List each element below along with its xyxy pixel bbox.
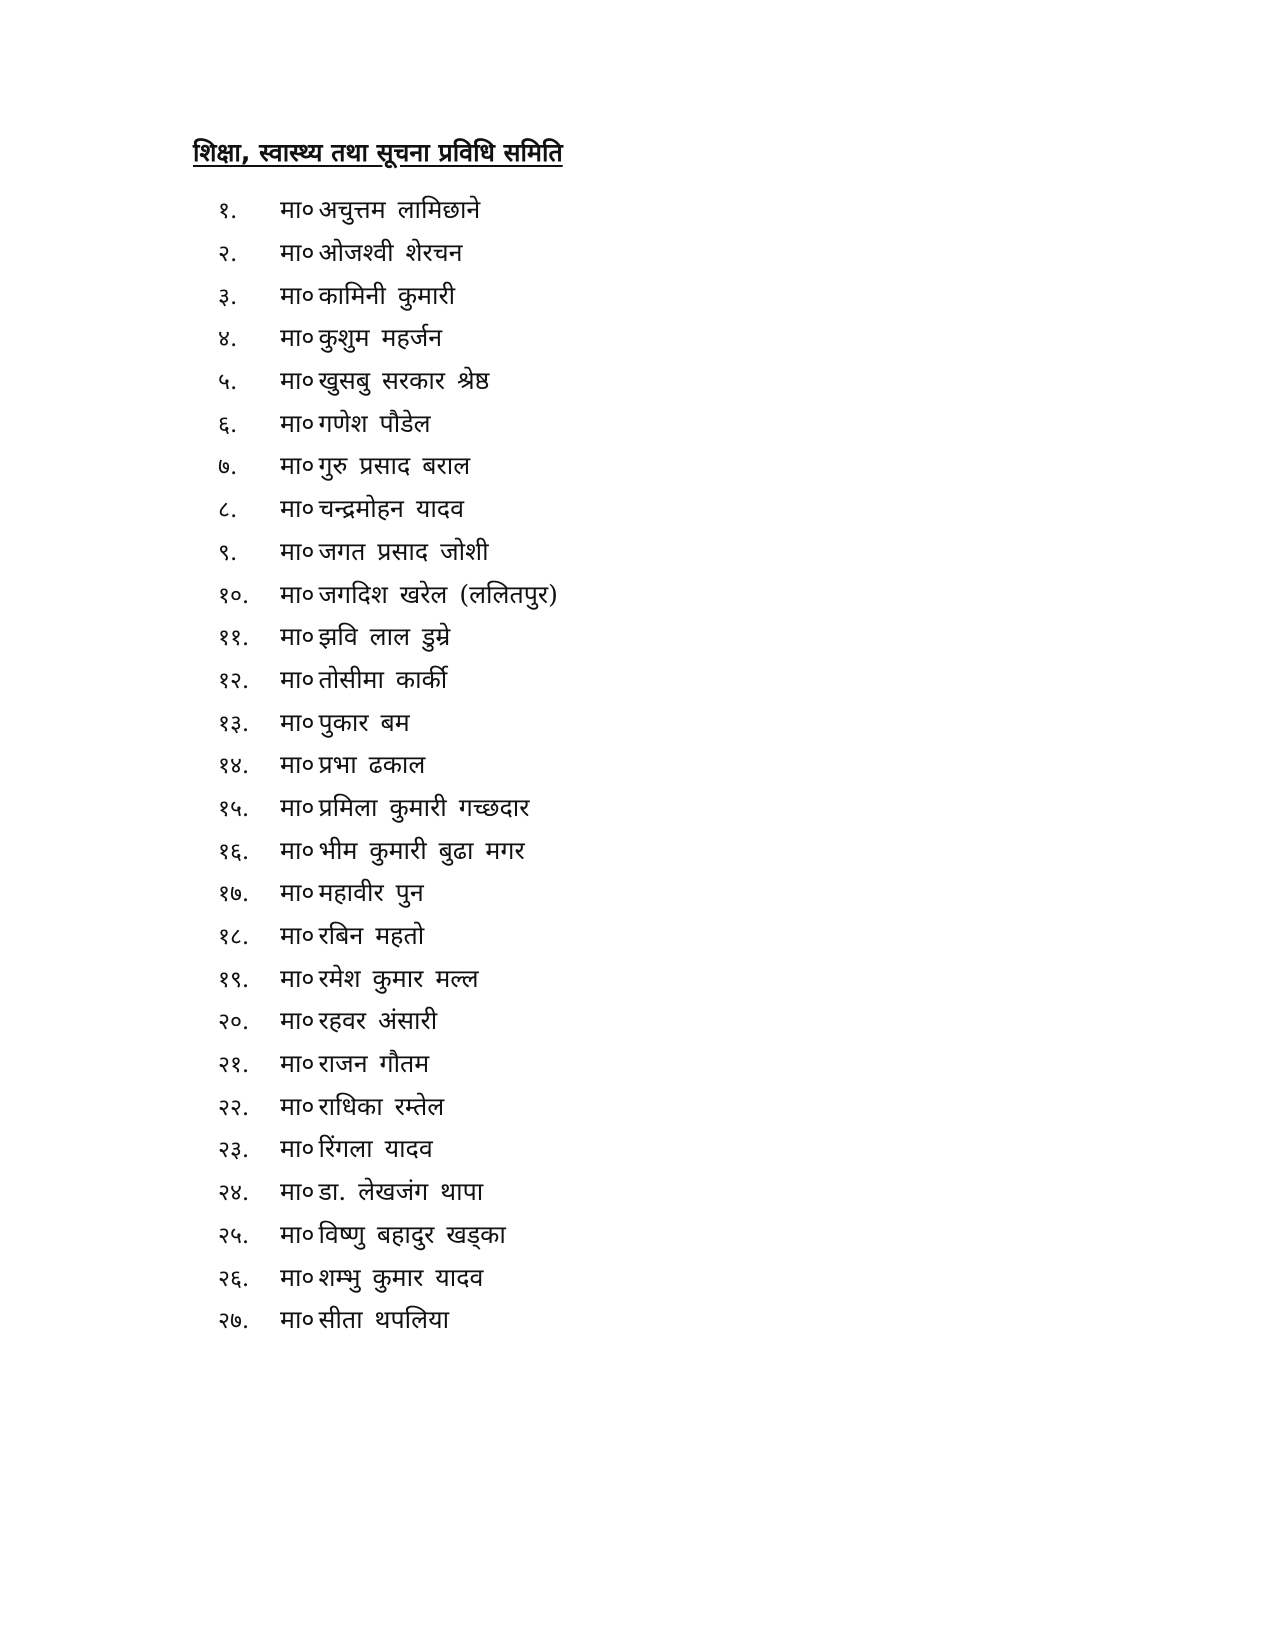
- item-number: २०.: [218, 1009, 250, 1036]
- member-name: चन्द्रमोहन यादव: [318, 494, 464, 524]
- honorific-prefix: मा०: [280, 579, 315, 609]
- item-number: ८.: [218, 497, 238, 524]
- honorific-prefix: मा०: [280, 1006, 315, 1036]
- item-number: १९.: [218, 966, 250, 993]
- honorific-prefix: मा०: [280, 451, 315, 481]
- list-item: [218, 1255, 558, 1298]
- list-item: [218, 188, 558, 231]
- member-name: डा. लेखजंग थापा: [318, 1177, 484, 1207]
- honorific-prefix: मा०: [280, 1049, 315, 1079]
- honorific-prefix: मा०: [280, 238, 315, 268]
- item-number: १२.: [218, 667, 250, 694]
- list-item: [218, 1298, 558, 1341]
- list-item: [218, 444, 558, 487]
- list-item: [218, 231, 558, 274]
- honorific-prefix: मा०: [280, 494, 315, 524]
- member-name: भीम कुमारी बुढा मगर: [318, 835, 525, 865]
- item-number: १६.: [218, 838, 250, 865]
- item-number: ३.: [218, 283, 238, 310]
- member-name: खुसबु सरकार श्रेष्ठ: [318, 366, 490, 396]
- honorific-prefix: मा०: [280, 921, 315, 951]
- honorific-prefix: मा०: [280, 280, 315, 310]
- list-item: [218, 828, 558, 871]
- item-number: १४.: [218, 753, 250, 780]
- list-item: [218, 530, 558, 573]
- member-name: सीता थपलिया: [318, 1305, 450, 1335]
- list-item: [218, 1042, 558, 1085]
- item-number: २१.: [218, 1052, 250, 1079]
- honorific-prefix: मा०: [280, 835, 315, 865]
- list-item: [218, 572, 558, 615]
- honorific-prefix: मा०: [280, 408, 315, 438]
- member-name: प्रभा ढकाल: [318, 750, 426, 780]
- member-name: राधिका रम्तेल: [318, 1091, 445, 1121]
- honorific-prefix: मा०: [280, 1305, 315, 1335]
- member-name: कुशुम महर्जन: [318, 323, 443, 353]
- honorific-prefix: मा०: [280, 1219, 315, 1249]
- item-number: १८.: [218, 924, 250, 951]
- item-number: ४.: [218, 326, 238, 353]
- member-name: रमेश कुमार मल्ल: [318, 963, 479, 993]
- honorific-prefix: मा०: [280, 1177, 315, 1207]
- list-item: [218, 273, 558, 316]
- list-item: [218, 359, 558, 402]
- item-number: ५.: [218, 369, 238, 396]
- item-number: ७.: [218, 454, 238, 481]
- honorific-prefix: मा०: [280, 195, 315, 225]
- member-name: रबिन महतो: [318, 921, 425, 951]
- list-item: [218, 1084, 558, 1127]
- honorific-prefix: मा०: [280, 536, 315, 566]
- member-name: रिंगला यादव: [318, 1134, 433, 1164]
- item-number: ९.: [218, 539, 238, 566]
- honorific-prefix: मा०: [280, 1262, 315, 1292]
- list-item: [218, 786, 558, 829]
- honorific-prefix: मा०: [280, 664, 315, 694]
- member-name: रहवर अंसारी: [318, 1006, 438, 1036]
- list-item: [218, 615, 558, 658]
- honorific-prefix: मा०: [280, 750, 315, 780]
- member-name: शम्भु कुमार यादव: [318, 1262, 484, 1292]
- honorific-prefix: मा०: [280, 963, 315, 993]
- honorific-prefix: मा०: [280, 366, 315, 396]
- member-name: गुरु प्रसाद बराल: [318, 451, 471, 481]
- honorific-prefix: मा०: [280, 707, 315, 737]
- item-number: १.: [218, 198, 238, 225]
- list-item: [218, 1170, 558, 1213]
- list-item: [218, 956, 558, 999]
- member-name: जगत प्रसाद जोशी: [318, 536, 489, 566]
- item-number: ११.: [218, 625, 250, 652]
- list-item: [218, 401, 558, 444]
- honorific-prefix: मा०: [280, 323, 315, 353]
- member-name: अचुत्तम लामिछाने: [318, 195, 481, 225]
- list-item: [218, 999, 558, 1042]
- item-number: २२.: [218, 1094, 250, 1121]
- member-name: तोसीमा कार्की: [318, 664, 448, 694]
- member-name: कामिनी कुमारी: [318, 280, 456, 310]
- item-number: २५.: [218, 1222, 250, 1249]
- member-name: गणेश पौडेल: [318, 408, 431, 438]
- member-name: महावीर पुन: [318, 878, 424, 908]
- member-name: विष्णु बहादुर खड्का: [318, 1219, 506, 1249]
- member-name: ओजश्वी शेरचन: [318, 238, 463, 268]
- member-name: जगदिश खरेल (ललितपुर): [318, 579, 558, 609]
- item-number: २६.: [218, 1265, 250, 1292]
- member-list: [218, 188, 558, 1341]
- item-number: २३.: [218, 1137, 250, 1164]
- member-name: झवि लाल डुम्रे: [318, 622, 451, 652]
- honorific-prefix: मा०: [280, 792, 315, 822]
- member-name: प्रमिला कुमारी गच्छदार: [318, 792, 530, 822]
- list-item: [218, 871, 558, 914]
- list-item: [218, 700, 558, 743]
- page-title: शिक्षा, स्वास्थ्य तथा सूचना प्रविधि समिति: [193, 138, 563, 167]
- item-number: १५.: [218, 795, 250, 822]
- honorific-prefix: मा०: [280, 1134, 315, 1164]
- list-item: [218, 658, 558, 701]
- item-number: १३.: [218, 710, 250, 737]
- list-item: [218, 316, 558, 359]
- item-number: ६.: [218, 411, 238, 438]
- honorific-prefix: मा०: [280, 878, 315, 908]
- honorific-prefix: मा०: [280, 622, 315, 652]
- list-item: [218, 487, 558, 530]
- item-number: १०.: [218, 582, 250, 609]
- list-item: [218, 1213, 558, 1256]
- member-name: पुकार बम: [318, 707, 410, 737]
- item-number: २.: [218, 241, 238, 268]
- list-item: [218, 1127, 558, 1170]
- list-item: [218, 914, 558, 957]
- honorific-prefix: मा०: [280, 1091, 315, 1121]
- member-name: राजन गौतम: [318, 1049, 430, 1079]
- item-number: २४.: [218, 1180, 250, 1207]
- item-number: २७.: [218, 1308, 250, 1335]
- list-item: [218, 743, 558, 786]
- item-number: १७.: [218, 881, 250, 908]
